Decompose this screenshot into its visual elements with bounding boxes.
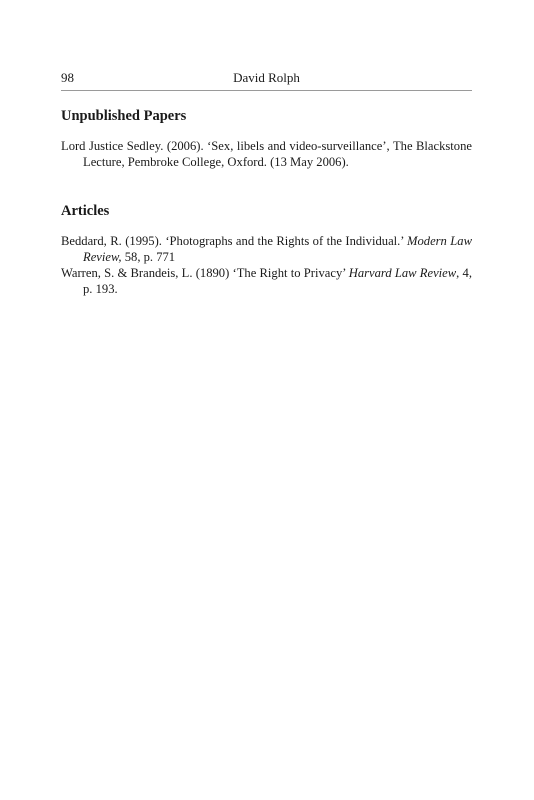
reference-text: Beddard, R. (1995). ‘Photographs and the Rights of the Individual.’ xyxy=(61,234,407,248)
reference-list-unpublished-papers xyxy=(61,138,472,170)
reference-text: Warren, S. & Brandeis, L. (1890) ‘The Right to Privacy’ xyxy=(61,266,349,280)
reference-entry xyxy=(61,233,472,265)
section-heading-articles: Articles xyxy=(61,203,110,219)
page-number: 98 xyxy=(61,70,74,85)
reference-list-articles xyxy=(61,233,472,297)
reference-entry: Lord Justice Sedley. (2006). ‘Sex, libels and video-surveillance’, The Blackstone Lecture, Pembroke College, Oxford. (13 May 2006). xyxy=(61,139,472,169)
reference-journal: Harvard Law Review xyxy=(348,266,457,280)
reference-entry xyxy=(61,265,472,297)
reference-journal: Modern Law Review, xyxy=(83,234,472,264)
reference-details: 58, p. 771 xyxy=(121,250,176,264)
running-header xyxy=(61,68,472,91)
running-title: David Rolph xyxy=(233,70,300,85)
document-page xyxy=(61,68,472,297)
reference-details: , 4, p. 193. xyxy=(83,266,472,296)
section-heading-unpublished-papers: Unpublished Papers xyxy=(61,108,187,124)
